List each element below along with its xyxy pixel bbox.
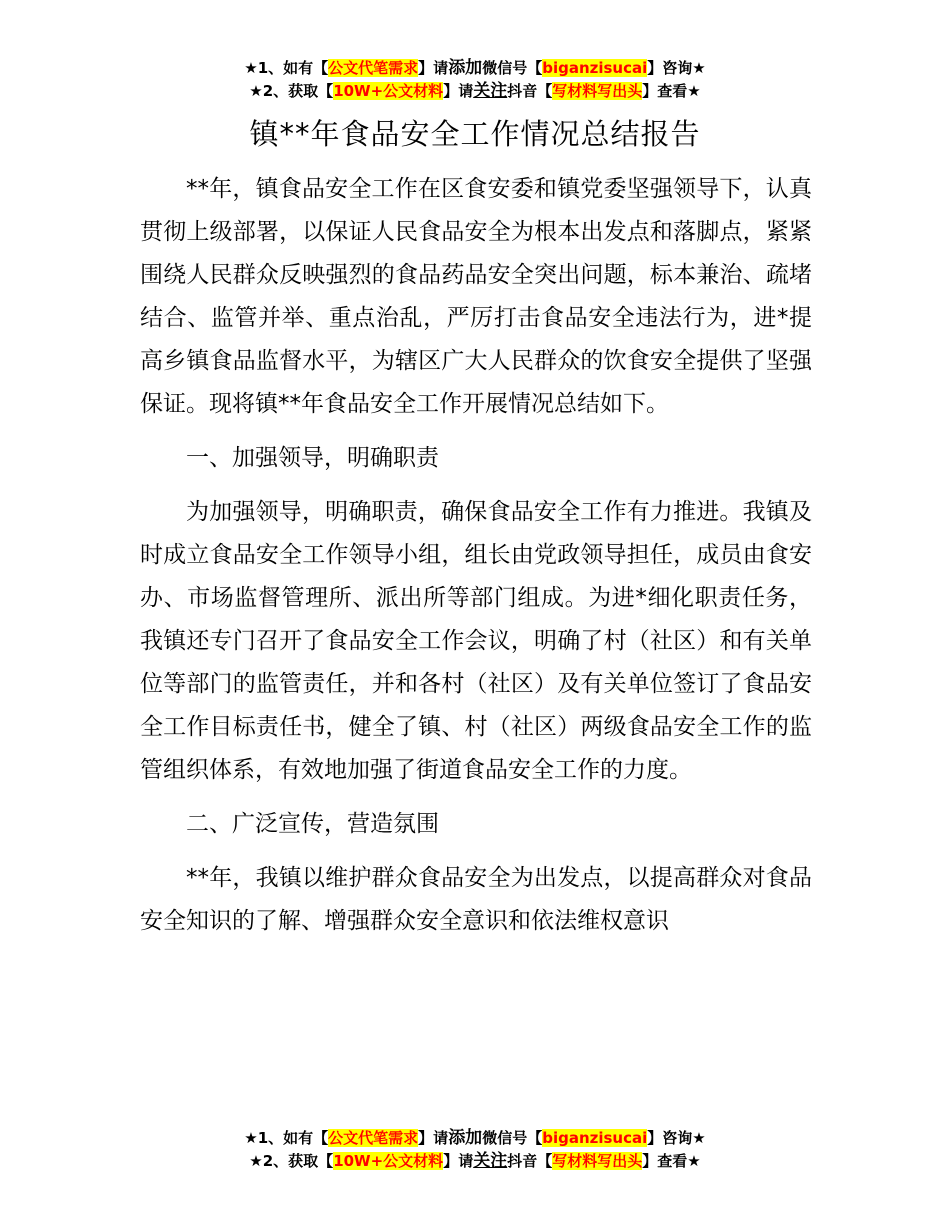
- highlight-ghostwriting: 公文代笔需求: [328, 59, 419, 77]
- paragraph-section-2: **年，我镇以维护群众食品安全为出发点，以提高群众对食品安全知识的了解、增强群众安全意识和依法维权意识: [140, 865, 812, 934]
- highlight-wechat-id: biganzisucai: [542, 59, 648, 77]
- banner-emphasis: 关注: [473, 81, 508, 101]
- banner-text: 】查看: [642, 82, 688, 100]
- banner-text: 1、如有【: [257, 59, 329, 77]
- banner-text: 2、获取【: [262, 1152, 334, 1170]
- paragraph-section-1: 为加强领导，明确职责，确保食品安全工作有力推进。我镇及时成立食品安全工作领导小组，组长由党政领导担任，成员由食安办、市场监督管理所、派出所等部门组成。为进*细化职责任务，我镇还专门召开了食品安全工作会议，明确了村（社区）和有关单位等部门的监管责任，并和各村（社区）及有关单位签订了食品安全工作目标责任书，健全了镇、村（社区）两级食品安全工作的监管组织体系，有效地加强了街道食品安全工作的力度。: [140, 499, 812, 783]
- banner-text: 】咨询: [647, 1129, 693, 1147]
- section-heading-1: 一、加强领导，明确职责: [186, 445, 439, 471]
- highlight-materials: 10W+公文材料: [333, 1152, 444, 1170]
- star-icon: ★: [249, 82, 263, 100]
- banner-line-2: [0, 80, 950, 103]
- star-icon: ★: [692, 59, 706, 77]
- header-banner: [0, 57, 950, 103]
- star-icon: ★: [687, 1152, 701, 1170]
- banner-text: 抖音【: [507, 1152, 553, 1170]
- highlight-materials: 10W+公文材料: [333, 82, 444, 100]
- section-heading-2: 二、广泛宣传，营造氛围: [186, 811, 439, 837]
- banner-text: 】请: [443, 1152, 474, 1170]
- highlight-douyin-account: 写材料写出头: [552, 82, 643, 100]
- banner-text: 】请: [418, 1129, 449, 1147]
- banner-emphasis: 关注: [473, 1151, 508, 1171]
- banner-text: 抖音【: [507, 82, 553, 100]
- paragraph-intro: **年，镇食品安全工作在区食安委和镇党委坚强领导下，认真贯彻上级部署，以保证人民食品安全为根本出发点和落脚点，紧紧围绕人民群众反映强烈的食品药品安全突出问题，标本兼治、疏堵结合、监管并举、重点治乱，严厉打击食品安全违法行为，进*提高乡镇食品监督水平，为辖区广大人民群众的饮食安全提供了坚强保证。现将镇**年食品安全工作开展情况总结如下。: [140, 176, 812, 417]
- banner-line-1: [0, 1127, 950, 1150]
- banner-text: 微信号【: [482, 59, 543, 77]
- document-body: [140, 168, 812, 943]
- banner-text: 1、如有【: [257, 1129, 329, 1147]
- star-icon: ★: [244, 59, 258, 77]
- star-icon: ★: [687, 82, 701, 100]
- banner-line-2: [0, 1150, 950, 1173]
- banner-emphasis: 添加: [448, 1128, 483, 1148]
- highlight-douyin-account: 写材料写出头: [552, 1152, 643, 1170]
- banner-line-1: [0, 57, 950, 80]
- star-icon: ★: [692, 1129, 706, 1147]
- document-title: 镇**年食品安全工作情况总结报告: [249, 117, 701, 151]
- banner-text: 2、获取【: [262, 82, 334, 100]
- footer-banner: [0, 1127, 950, 1173]
- star-icon: ★: [249, 1152, 263, 1170]
- highlight-ghostwriting: 公文代笔需求: [328, 1129, 419, 1147]
- banner-emphasis: 添加: [448, 58, 483, 78]
- banner-text: 】查看: [642, 1152, 688, 1170]
- highlight-wechat-id: biganzisucai: [542, 1129, 648, 1147]
- banner-text: 微信号【: [482, 1129, 543, 1147]
- star-icon: ★: [244, 1129, 258, 1147]
- banner-text: 】咨询: [647, 59, 693, 77]
- banner-text: 】请: [418, 59, 449, 77]
- banner-text: 】请: [443, 82, 474, 100]
